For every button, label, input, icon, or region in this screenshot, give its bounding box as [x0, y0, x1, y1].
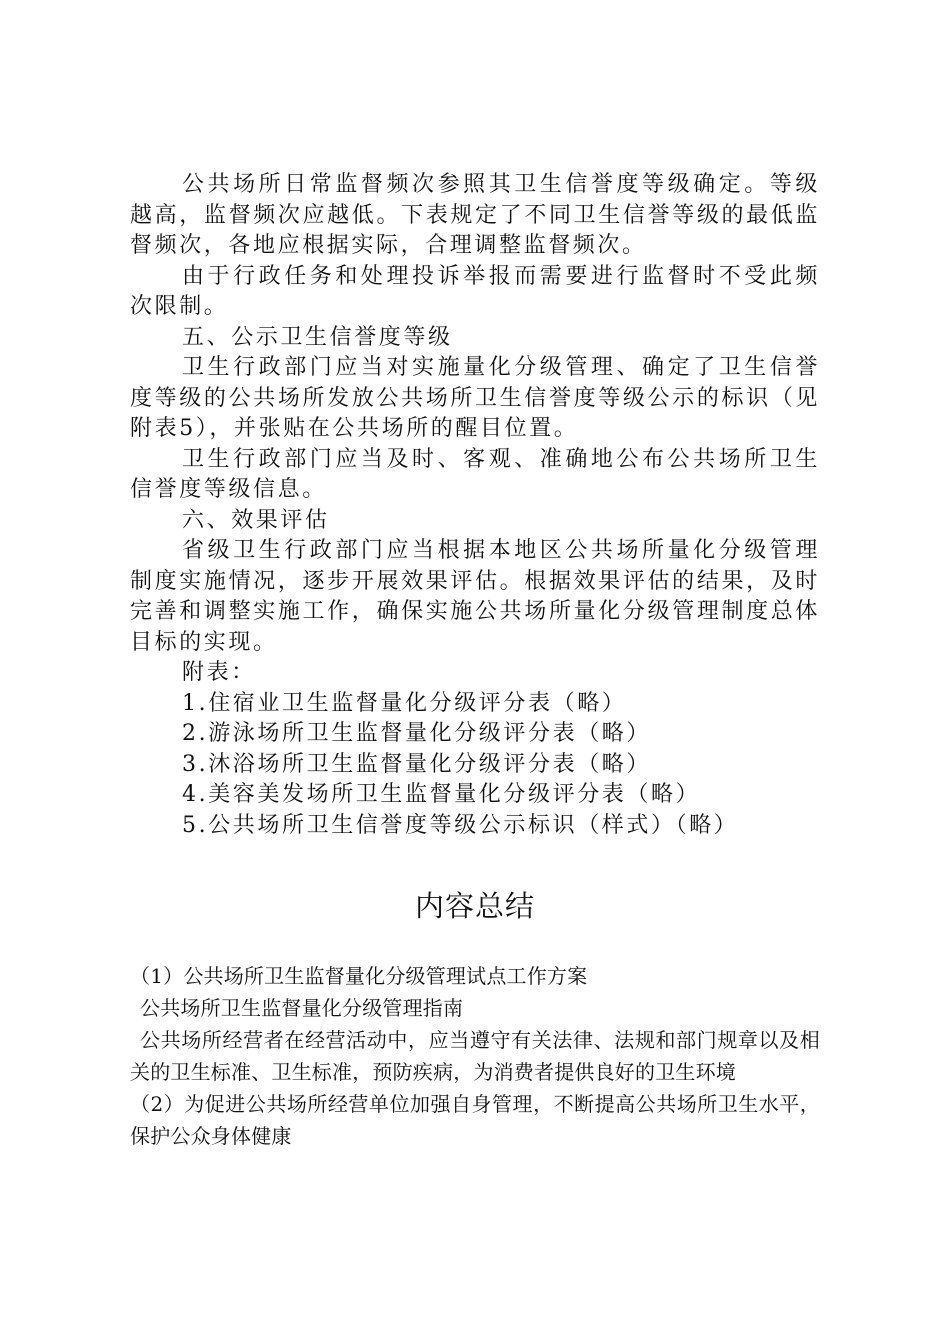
- appendix-item: 2.游泳场所卫生监督量化分级评分表（略）: [182, 721, 651, 746]
- appendix-item: 4.美容美发场所卫生监督量化分级评分表（略）: [182, 782, 701, 807]
- appendix-item: 3.沐浴场所卫生监督量化分级评分表（略）: [182, 751, 651, 777]
- paragraph-evaluation: 省级卫生行政部门应当根据本地区公共场所量化分级管理制度实施情况，逐步开展效果评估。根据效果评估的结果，及时完善和调整实施工作，确保实施公共场所量化分级管理制度总体目标的实现。: [130, 538, 820, 655]
- summary-line: （1）公共场所卫生监督量化分级管理试点工作方案: [130, 964, 588, 988]
- paragraph-frequency-exception: 由于行政任务和处理投诉举报而需要进行监督时不受此频次限制。: [130, 263, 820, 319]
- section-heading-6: 六、效果评估: [182, 507, 330, 533]
- summary-line: 公共场所卫生监督量化分级管理指南: [140, 996, 464, 1020]
- summary-line: 公共场所经营者在经营活动中，应当遵守有关法律、法规和部门规章以及相关的卫生标准、卫生标准，预防疾病，为消费者提供良好的卫生环境: [130, 1028, 820, 1084]
- paragraph-supervision-frequency: 公共场所日常监督频次参照其卫生信誉度等级确定。等级越高，监督频次应越低。下表规定了不同卫生信誉等级的最低监督频次，各地应根据实际，合理调整监督频次。: [130, 172, 820, 258]
- paragraph-publish-info: 卫生行政部门应当及时、客观、准确地公布公共场所卫生信誉度等级信息。: [130, 446, 820, 502]
- section-heading-5: 五、公示卫生信誉度等级: [182, 324, 453, 350]
- document-body: [130, 170, 820, 841]
- paragraph-publish-label: 卫生行政部门应当对实施量化分级管理、确定了卫生信誉度等级的公共场所发放公共场所卫生信誉度等级公示的标识（见附表5），并张贴在公共场所的醒目位置。: [130, 355, 820, 441]
- summary-line: （2）为促进公共场所经营单位加强自身管理，不断提高公共场所卫生水平，保护公众身体健康: [130, 1092, 820, 1148]
- body-text: [130, 170, 820, 841]
- summary-section: [130, 960, 820, 1152]
- appendix-heading: 附表：: [182, 660, 256, 685]
- appendix-item: 1.住宿业卫生监督量化分级评分表（略）: [182, 690, 627, 716]
- summary-title: 内容总结: [414, 889, 535, 923]
- appendix-item: 5.公共场所卫生信誉度等级公示标识（样式）（略）: [182, 812, 739, 838]
